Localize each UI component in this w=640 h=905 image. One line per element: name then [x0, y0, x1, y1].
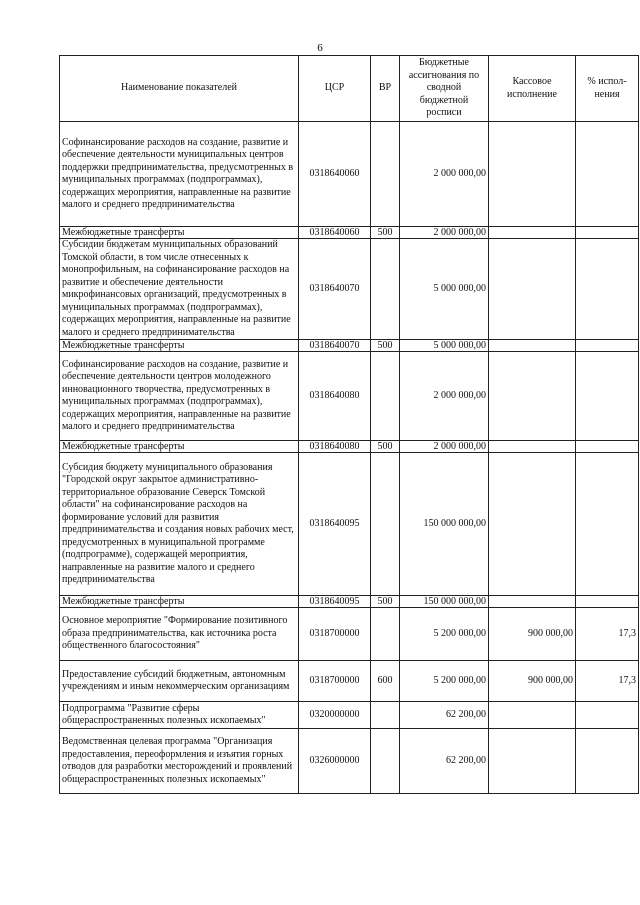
row-cash — [489, 453, 576, 596]
header-vr: ВР — [371, 56, 400, 122]
row-percent — [576, 729, 639, 794]
row-vr — [371, 122, 400, 227]
row-percent — [576, 596, 639, 608]
row-name: Субсидия бюджету муниципального образования "Городской округ закрытое административно-территориальное образование Северск Томской области" на софинансирование расходов на формирование условий для развития предпринимательства и создания новых рабочих мест, предусмотренных в муниципальной программе (подпрограмме), содержащей мероприятия, направленные на развитие малого и среднего предпринимательства — [60, 453, 299, 596]
row-name: Межбюджетные трансферты — [60, 441, 299, 453]
header-cash-execution: Кассовое исполнение — [489, 56, 576, 122]
row-vr: 500 — [371, 340, 400, 352]
row-cash — [489, 122, 576, 227]
table-row — [60, 227, 639, 239]
row-name: Предоставление субсидий бюджетным, автономным учреждениям и иным некоммерческим организациям — [60, 661, 299, 702]
row-percent: 17,3 — [576, 608, 639, 661]
row-csr: 0320000000 — [299, 702, 371, 729]
row-assignment: 5 000 000,00 — [400, 340, 489, 352]
row-cash — [489, 441, 576, 453]
row-vr: 500 — [371, 596, 400, 608]
row-cash — [489, 596, 576, 608]
header-row — [60, 56, 639, 122]
row-cash: 900 000,00 — [489, 661, 576, 702]
row-cash — [489, 729, 576, 794]
row-name: Межбюджетные трансферты — [60, 596, 299, 608]
row-csr: 0318700000 — [299, 608, 371, 661]
row-assignment: 150 000 000,00 — [400, 453, 489, 596]
row-assignment: 5 000 000,00 — [400, 239, 489, 340]
table-row — [60, 608, 639, 661]
row-vr: 600 — [371, 661, 400, 702]
row-csr: 0318640095 — [299, 596, 371, 608]
header-name: Наименование показателей — [60, 56, 299, 122]
row-percent — [576, 702, 639, 729]
row-name: Субсидии бюджетам муниципальных образований Томской области, в том числе отнесенных к монопрофильным, на софинансирование расходов на развитие и обеспечение деятельности микрофинансовых организаций, предусмотренных в муниципальных программах (подпрограммах), содержащих мероприятия, направленные на развитие малого и среднего предпринимательства — [60, 239, 299, 340]
row-name: Основное мероприятие "Формирование позитивного образа предпринимательства, как источника роста общественного благосостояния" — [60, 608, 299, 661]
row-percent — [576, 227, 639, 239]
row-assignment: 5 200 000,00 — [400, 661, 489, 702]
row-cash — [489, 352, 576, 441]
row-cash — [489, 227, 576, 239]
row-csr: 0318640095 — [299, 453, 371, 596]
row-csr: 0318700000 — [299, 661, 371, 702]
header-percent: % испол- нения — [576, 56, 639, 122]
row-csr: 0318640060 — [299, 227, 371, 239]
row-name: Межбюджетные трансферты — [60, 227, 299, 239]
row-vr: 500 — [371, 227, 400, 239]
row-percent — [576, 453, 639, 596]
table-row — [60, 441, 639, 453]
table-row — [60, 661, 639, 702]
row-vr — [371, 239, 400, 340]
table-row — [60, 702, 639, 729]
row-assignment: 2 000 000,00 — [400, 227, 489, 239]
page-number: 6 — [317, 42, 323, 54]
row-cash — [489, 702, 576, 729]
row-percent — [576, 352, 639, 441]
budget-execution-table — [59, 55, 639, 794]
row-assignment: 62 200,00 — [400, 702, 489, 729]
table-row — [60, 453, 639, 596]
row-vr — [371, 352, 400, 441]
table-row — [60, 340, 639, 352]
row-assignment: 2 000 000,00 — [400, 352, 489, 441]
row-name: Софинансирование расходов на создание, развитие и обеспечение деятельности муниципальных центров поддержки предпринимательства, предусмотренных в муниципальных программах (подпрограммах), содержащих мероприятия, направленные на развитие малого и среднего предпринимательства — [60, 122, 299, 227]
table-row — [60, 352, 639, 441]
row-csr: 0318640070 — [299, 340, 371, 352]
row-name: Подпрограмма "Развитие сферы общераспространенных полезных ископаемых" — [60, 702, 299, 729]
row-percent — [576, 441, 639, 453]
row-name: Межбюджетные трансферты — [60, 340, 299, 352]
row-assignment: 62 200,00 — [400, 729, 489, 794]
row-assignment: 150 000 000,00 — [400, 596, 489, 608]
row-percent — [576, 340, 639, 352]
row-csr: 0318640080 — [299, 441, 371, 453]
row-percent — [576, 122, 639, 227]
row-cash: 900 000,00 — [489, 608, 576, 661]
row-cash — [489, 239, 576, 340]
row-assignment: 5 200 000,00 — [400, 608, 489, 661]
row-cash — [489, 340, 576, 352]
table-row — [60, 122, 639, 227]
row-csr: 0318640070 — [299, 239, 371, 340]
row-name: Ведомственная целевая программа "Организация предоставления, переоформления и изъятия горных отводов для разработки месторождений и проявлений общераспространенных полезных ископаемых" — [60, 729, 299, 794]
row-percent: 17,3 — [576, 661, 639, 702]
row-csr: 0318640080 — [299, 352, 371, 441]
row-vr — [371, 729, 400, 794]
row-percent — [576, 239, 639, 340]
table-row — [60, 729, 639, 794]
header-csr: ЦСР — [299, 56, 371, 122]
row-vr — [371, 608, 400, 661]
table-row — [60, 596, 639, 608]
row-csr: 0318640060 — [299, 122, 371, 227]
table-row — [60, 239, 639, 340]
row-vr — [371, 702, 400, 729]
row-vr — [371, 453, 400, 596]
row-csr: 0326000000 — [299, 729, 371, 794]
row-assignment: 2 000 000,00 — [400, 441, 489, 453]
row-assignment: 2 000 000,00 — [400, 122, 489, 227]
header-assignments: Бюджетные ассигнования по сводной бюджетной росписи — [400, 56, 489, 122]
row-vr: 500 — [371, 441, 400, 453]
row-name: Софинансирование расходов на создание, развитие и обеспечение деятельности центров молодежного инновационного творчества, предусмотренных в муниципальных программах (подпрограммах), содержащих мероприятия, направленные на развитие малого и среднего предпринимательства — [60, 352, 299, 441]
